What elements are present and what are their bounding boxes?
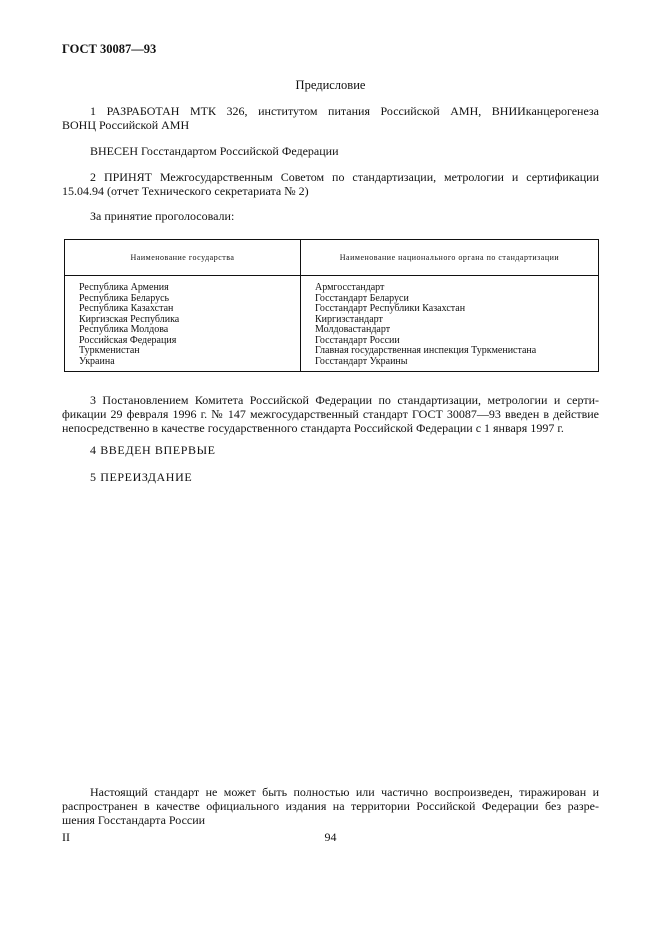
paragraph-developed <box>62 104 599 132</box>
cell-state: Республика Армения <box>65 276 301 294</box>
column-header-state: Наименование государства <box>65 240 301 276</box>
notice-line: распространен в качестве официального издания на территории Российской Федерации без разре- <box>62 799 599 813</box>
roman-page-marker: II <box>62 830 70 844</box>
paragraph-line: ВОНЦ Российской АМН <box>62 118 190 132</box>
cell-standards-body: Молдовастандарт <box>301 325 599 336</box>
paragraph-adopted <box>62 170 599 198</box>
paragraph-introduced: ВНЕСЕН Госстандартом Российской Федерации <box>90 144 339 158</box>
paragraph-line: 1 РАЗРАБОТАН МТК 326, институтом питания Российской АМН, ВНИИканцерогенеза <box>90 104 599 118</box>
paragraph-line: фикации 29 февраля 1996 г. № 147 межгосударственный стандарт ГОСТ 30087—93 введен в действие <box>62 407 599 421</box>
cell-standards-body: Киргизстандарт <box>301 315 599 326</box>
notice-line: шения Госстандарта России <box>62 813 206 827</box>
paragraph-line: 3 Постановлением Комитета Российской Федерации по стандартизации, метрологии и серти- <box>90 393 599 407</box>
cell-standards-body: Госстандарт Республики Казахстан <box>301 304 599 315</box>
paragraph-resolution <box>62 393 599 435</box>
paragraph-line: непосредственно в качестве государственного стандарта Российской Федерации с 1 января 1997 г. <box>62 421 564 435</box>
cell-state: Украина <box>65 357 301 372</box>
paragraph-first-introduced: 4 ВВЕДЕН ВПЕРВЫЕ <box>90 443 216 457</box>
paragraph-reissue: 5 ПЕРЕИЗДАНИЕ <box>90 470 193 484</box>
cell-standards-body: Госстандарт Украины <box>301 357 599 372</box>
preface-title: Предисловие <box>295 78 366 92</box>
page-number: 94 <box>324 830 337 844</box>
notice-line: Настоящий стандарт не может быть полностью или частично воспроизведен, тиражирован и <box>90 785 599 799</box>
cell-standards-body: Госстандарт Беларуси <box>301 294 599 305</box>
paragraph-line: 2 ПРИНЯТ Межгосударственным Советом по стандартизации, метрологии и сертификации <box>90 170 599 184</box>
cell-state: Российская Федерация <box>65 336 301 347</box>
copyright-notice <box>62 785 599 827</box>
table-row <box>65 325 599 336</box>
document-code-header: ГОСТ 30087—93 <box>62 42 157 56</box>
cell-standards-body: Госстандарт России <box>301 336 599 347</box>
cell-state: Республика Молдова <box>65 325 301 336</box>
table-row <box>65 304 599 315</box>
table-header-row <box>65 240 599 276</box>
cell-state: Республика Беларусь <box>65 294 301 305</box>
column-header-standards-body: Наименование национального органа по стандартизации <box>301 240 599 276</box>
voting-table <box>64 239 599 372</box>
cell-state: Киргизская Республика <box>65 315 301 326</box>
vote-intro: За принятие проголосовали: <box>90 209 235 223</box>
paragraph-line: 15.04.94 (отчет Технического секретариата № 2) <box>62 184 309 198</box>
cell-state: Туркменистан <box>65 346 301 357</box>
table-row <box>65 346 599 357</box>
cell-state: Республика Казахстан <box>65 304 301 315</box>
cell-standards-body: Армгосстандарт <box>301 276 599 294</box>
table-row <box>65 276 599 294</box>
table-row <box>65 357 599 372</box>
cell-standards-body: Главная государственная инспекция Туркменистана <box>301 346 599 357</box>
